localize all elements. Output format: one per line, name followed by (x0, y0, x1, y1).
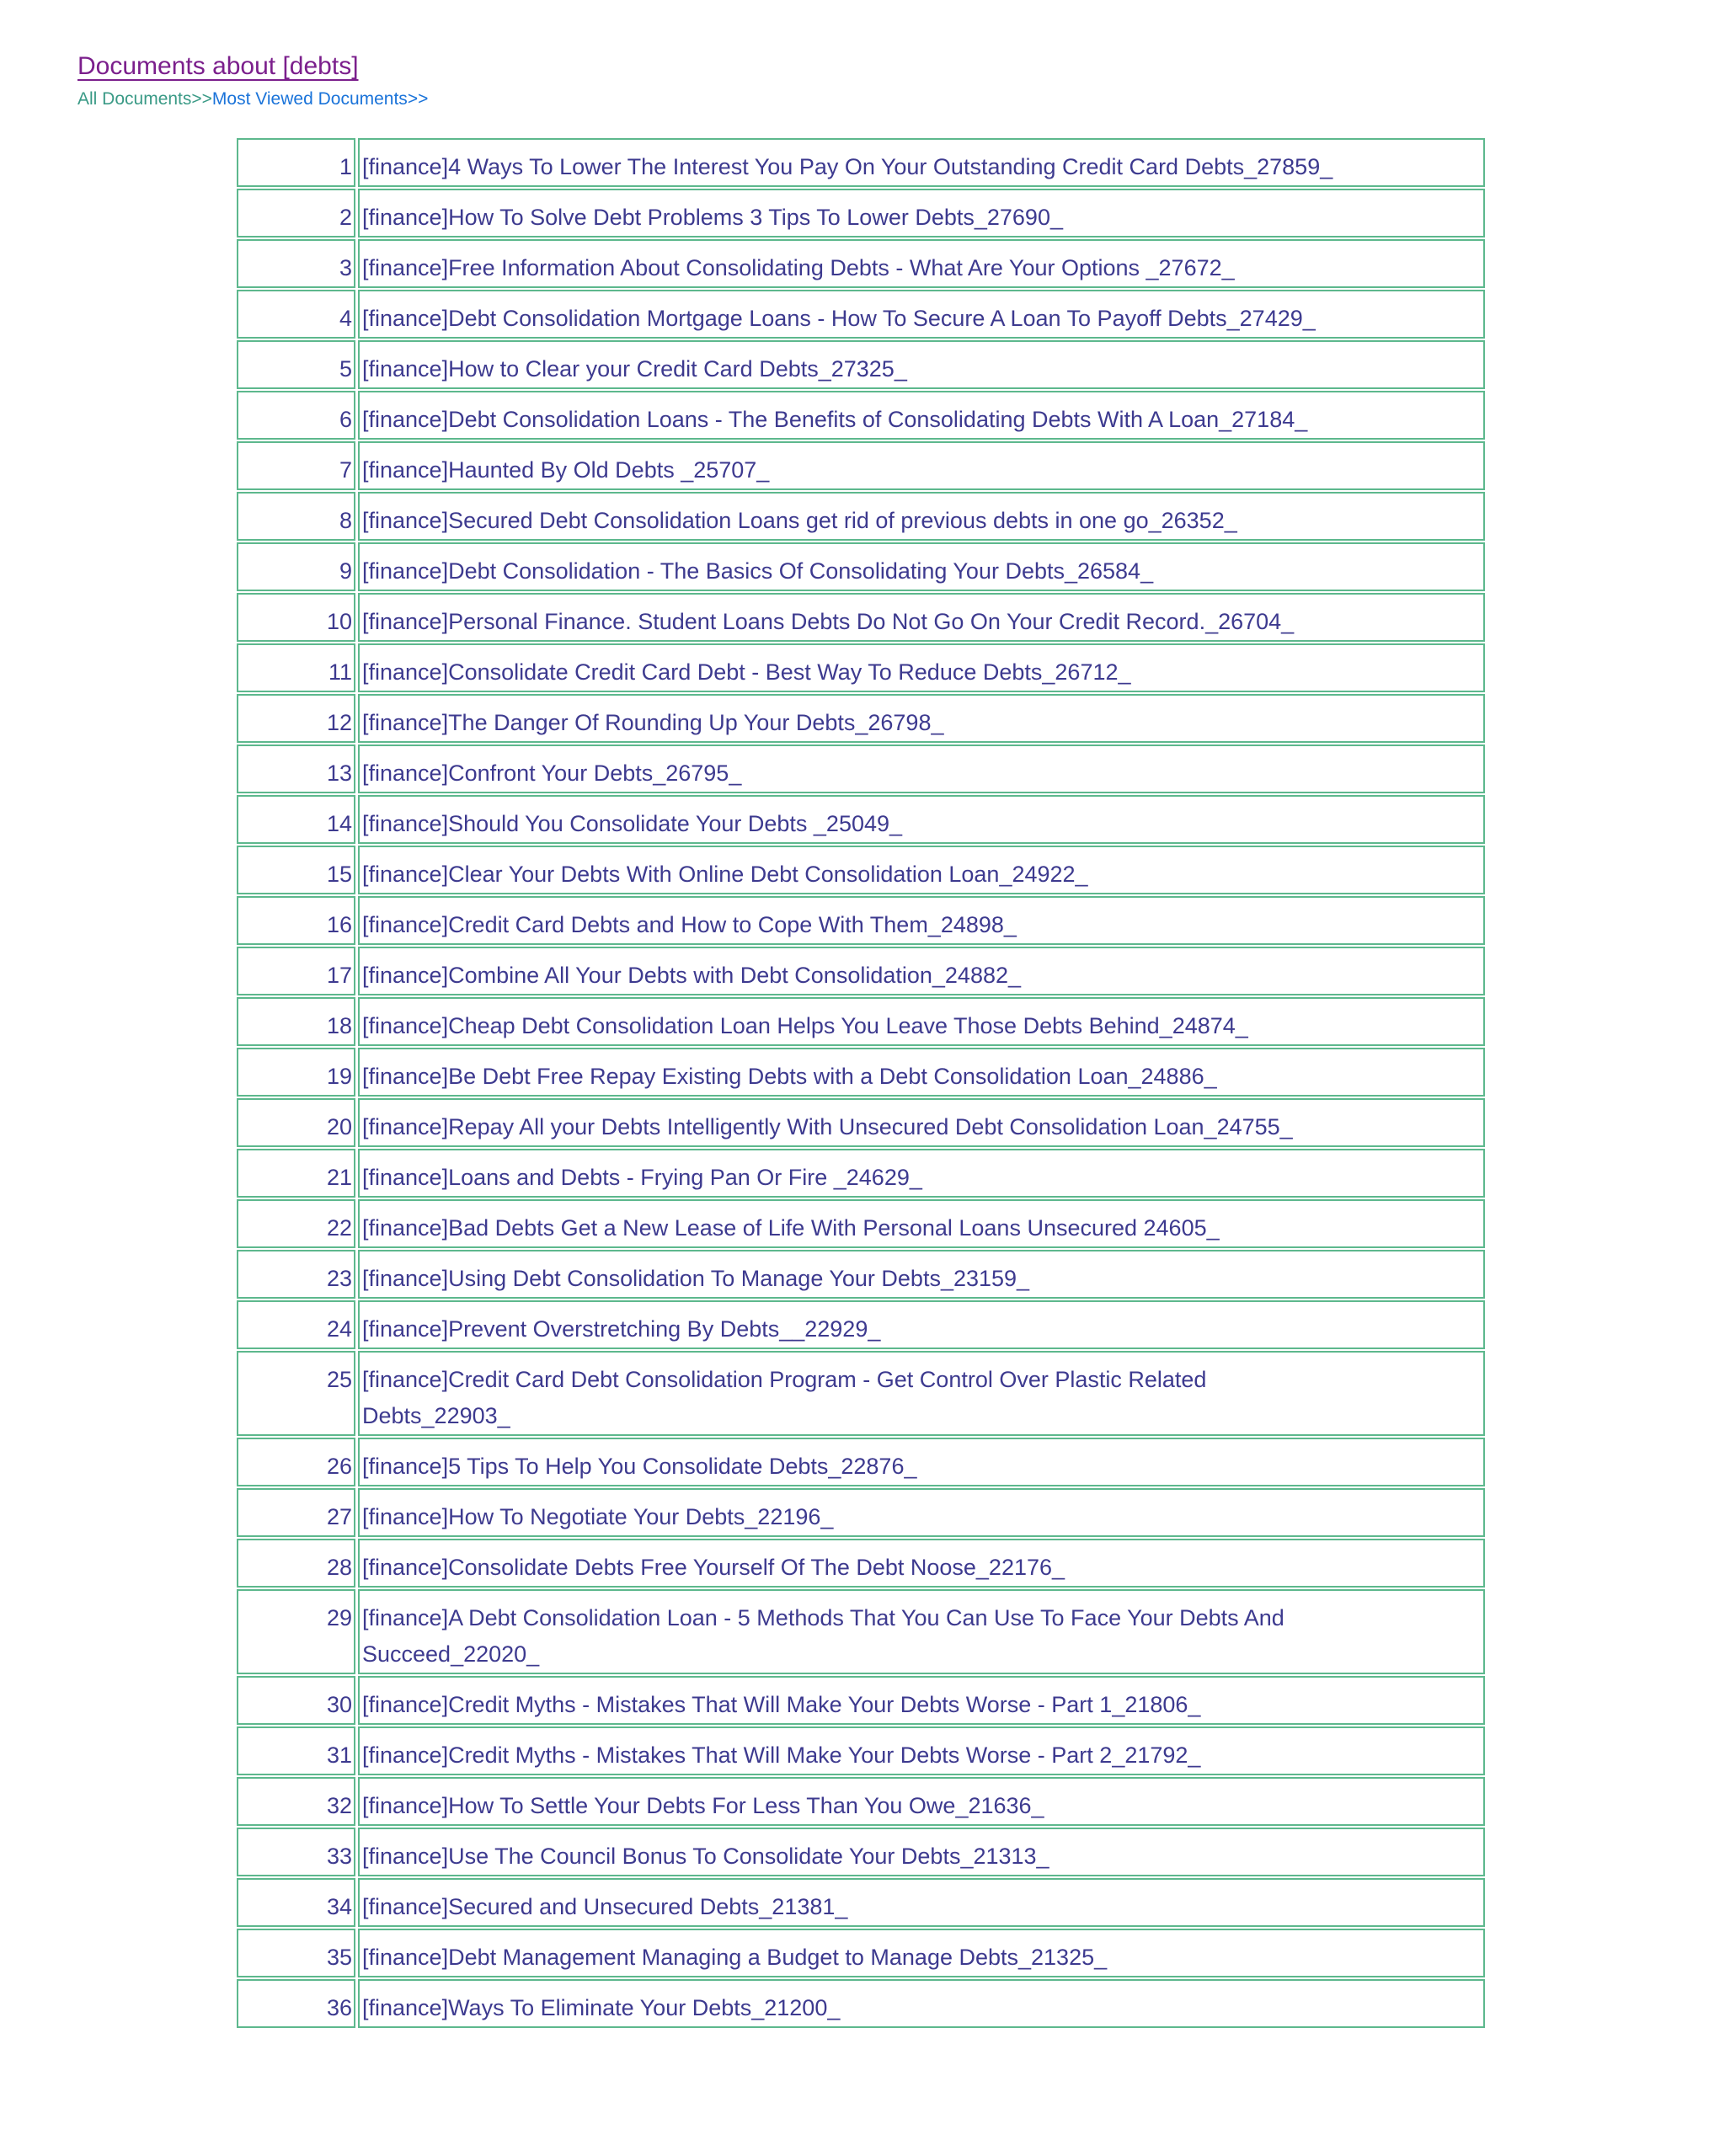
table-row (237, 1929, 1485, 1977)
document-link[interactable]: [finance]Debt Management Managing a Budget to Manage Debts_21325_ (362, 1945, 1108, 1970)
row-number-cell (237, 340, 355, 389)
document-link[interactable]: [finance]Debt Consolidation - The Basics Of Consolidating Your Debts_26584_ (362, 558, 1154, 584)
row-number-cell (237, 744, 355, 793)
table-row (237, 744, 1485, 793)
table-row (237, 542, 1485, 591)
document-title-cell (358, 1300, 1485, 1349)
document-title-cell (358, 593, 1485, 642)
table-row (237, 492, 1485, 541)
breadcrumb (77, 89, 428, 109)
document-title-cell (358, 846, 1485, 894)
table-row (237, 1726, 1485, 1775)
row-number: 16 (326, 912, 352, 937)
row-number: 2 (339, 205, 352, 230)
document-title-cell (358, 997, 1485, 1046)
document-link[interactable]: [finance]Credit Card Debt Consolidation Program - Get Control Over Plastic Related Debts_22903_ (362, 1367, 1207, 1428)
row-number: 18 (326, 1013, 352, 1038)
row-number: 15 (326, 862, 352, 887)
row-number-cell (237, 1828, 355, 1876)
document-title-cell (358, 1149, 1485, 1198)
document-title-cell (358, 138, 1485, 187)
row-number-cell (237, 138, 355, 187)
row-number-cell (237, 1979, 355, 2028)
row-number: 26 (326, 1454, 352, 1479)
table-row (237, 1488, 1485, 1537)
document-link[interactable]: [finance]How to Clear your Credit Card Debts_27325_ (362, 356, 907, 382)
table-row (237, 643, 1485, 692)
document-title-cell (358, 947, 1485, 995)
document-title-cell (358, 1828, 1485, 1876)
row-number-cell (237, 694, 355, 743)
document-title-cell (358, 1979, 1485, 2028)
document-link[interactable]: [finance]How To Negotiate Your Debts_22196_ (362, 1504, 834, 1529)
document-title-cell (358, 694, 1485, 743)
document-title-cell (358, 340, 1485, 389)
row-number-cell (237, 643, 355, 692)
row-number: 27 (326, 1504, 352, 1529)
row-number-cell (237, 1589, 355, 1674)
row-number: 24 (326, 1316, 352, 1342)
table-row (237, 1250, 1485, 1299)
document-link[interactable]: [finance]Debt Consolidation Loans - The Benefits of Consolidating Debts With A Loan_27184_ (362, 407, 1308, 432)
row-number: 29 (326, 1605, 352, 1630)
row-number-cell (237, 391, 355, 440)
row-number: 10 (326, 609, 352, 634)
document-link[interactable]: [finance]Combine All Your Debts with Debt Consolidation_24882_ (362, 963, 1022, 988)
document-title-cell (358, 1048, 1485, 1097)
row-number-cell (237, 1488, 355, 1537)
document-title-cell (358, 1777, 1485, 1826)
row-number-cell (237, 846, 355, 894)
row-number-cell (237, 1878, 355, 1927)
document-title-cell (358, 391, 1485, 440)
document-title-cell (358, 1199, 1485, 1248)
document-link[interactable]: [finance]Should You Consolidate Your Debts _25049_ (362, 811, 903, 836)
document-link[interactable]: [finance]Debt Consolidation Mortgage Loans - How To Secure A Loan To Payoff Debts_27429_ (362, 306, 1316, 331)
row-number: 13 (326, 760, 352, 786)
row-number: 35 (326, 1945, 352, 1970)
row-number-cell (237, 441, 355, 490)
table-row (237, 340, 1485, 389)
document-link[interactable]: [finance]Consolidate Credit Card Debt - Best Way To Reduce Debts_26712_ (362, 659, 1131, 685)
breadcrumb-most-viewed[interactable]: Most Viewed Documents (211, 89, 408, 109)
row-number: 1 (339, 154, 352, 179)
document-title-cell (358, 795, 1485, 844)
document-link[interactable]: [finance]Secured and Unsecured Debts_21381_ (362, 1894, 848, 1919)
document-link[interactable]: [finance]Personal Finance. Student Loans Debts Do Not Go On Your Credit Record._26704_ (362, 609, 1295, 634)
table-row (237, 1979, 1485, 2028)
table-row (237, 1098, 1485, 1147)
documents-table-body (237, 138, 1485, 2028)
table-row (237, 1878, 1485, 1927)
table-row (237, 1777, 1485, 1826)
document-link[interactable]: [finance]Credit Card Debts and How to Cope With Them_24898_ (362, 912, 1017, 937)
document-title-cell (358, 1351, 1485, 1436)
document-title-cell (358, 1929, 1485, 1977)
row-number: 30 (326, 1692, 352, 1717)
document-title-cell (358, 1098, 1485, 1147)
document-link[interactable]: [finance]Confront Your Debts_26795_ (362, 760, 742, 786)
document-link[interactable]: [finance]Repay All your Debts Intelligently With Unsecured Debt Consolidation Loan_24755_ (362, 1114, 1293, 1139)
document-link[interactable]: [finance]Credit Myths - Mistakes That Will Make Your Debts Worse - Part 2_21792_ (362, 1742, 1201, 1768)
row-number: 21 (326, 1165, 352, 1190)
row-number-cell (237, 1777, 355, 1826)
table-row (237, 1589, 1485, 1674)
table-row (237, 1048, 1485, 1097)
table-row (237, 846, 1485, 894)
document-link[interactable]: [finance]Use The Council Bonus To Consolidate Your Debts_21313_ (362, 1844, 1049, 1869)
document-title-cell (358, 239, 1485, 288)
table-row (237, 441, 1485, 490)
document-link[interactable]: [finance]Be Debt Free Repay Existing Debts with a Debt Consolidation Loan_24886_ (362, 1064, 1217, 1089)
document-link[interactable]: [finance]Free Information About Consolidating Debts - What Are Your Options _27672_ (362, 255, 1235, 280)
document-link[interactable]: [finance]Ways To Eliminate Your Debts_21200_ (362, 1995, 841, 2020)
row-number-cell (237, 1048, 355, 1097)
document-title-cell (358, 1726, 1485, 1775)
row-number: 36 (326, 1995, 352, 2020)
document-title-cell (358, 1589, 1485, 1674)
row-number-cell (237, 1351, 355, 1436)
row-number-cell (237, 896, 355, 945)
document-link[interactable]: [finance]Prevent Overstretching By Debts__22929_ (362, 1316, 881, 1342)
row-number-cell (237, 997, 355, 1046)
document-link[interactable]: [finance]How To Solve Debt Problems 3 Tips To Lower Debts_27690_ (362, 205, 1063, 230)
row-number: 33 (326, 1844, 352, 1869)
document-title-cell (358, 1878, 1485, 1927)
row-number-cell (237, 1929, 355, 1977)
row-number: 7 (339, 457, 352, 483)
row-number: 3 (339, 255, 352, 280)
table-row (237, 1300, 1485, 1349)
table-row (237, 1828, 1485, 1876)
document-title-cell (358, 189, 1485, 237)
document-link[interactable]: [finance]How To Settle Your Debts For Less Than You Owe_21636_ (362, 1793, 1044, 1818)
breadcrumb-all-documents[interactable]: All Documents (77, 89, 192, 109)
document-title-cell (358, 1250, 1485, 1299)
row-number-cell (237, 1438, 355, 1486)
documents-table (234, 136, 1487, 2030)
table-row (237, 896, 1485, 945)
table-row (237, 1351, 1485, 1436)
row-number-cell (237, 947, 355, 995)
row-number-cell (237, 542, 355, 591)
document-link[interactable]: [finance]Consolidate Debts Free Yourself Of The Debt Noose_22176_ (362, 1555, 1065, 1580)
row-number-cell (237, 1199, 355, 1248)
row-number: 9 (339, 558, 352, 584)
table-row (237, 239, 1485, 288)
document-title-cell (358, 441, 1485, 490)
document-title-cell (358, 744, 1485, 793)
row-number: 25 (326, 1367, 352, 1392)
table-row (237, 189, 1485, 237)
table-row (237, 1199, 1485, 1248)
document-link[interactable]: [finance]Credit Myths - Mistakes That Will Make Your Debts Worse - Part 1_21806_ (362, 1692, 1201, 1717)
row-number: 6 (339, 407, 352, 432)
document-link[interactable]: [finance]Bad Debts Get a New Lease of Life With Personal Loans Unsecured 24605_ (362, 1215, 1220, 1241)
row-number-cell (237, 189, 355, 237)
row-number: 4 (339, 306, 352, 331)
document-title-cell (358, 1539, 1485, 1588)
document-title-cell (358, 542, 1485, 591)
breadcrumb-separator: >> (407, 89, 429, 109)
row-number: 32 (326, 1793, 352, 1818)
row-number-cell (237, 593, 355, 642)
document-link[interactable]: [finance]Cheap Debt Consolidation Loan Helps You Leave Those Debts Behind_24874_ (362, 1013, 1248, 1038)
page-title[interactable]: Documents about [debts] (77, 52, 359, 80)
document-link[interactable]: [finance]Loans and Debts - Frying Pan Or Fire _24629_ (362, 1165, 922, 1190)
row-number-cell (237, 1250, 355, 1299)
table-row (237, 593, 1485, 642)
row-number: 11 (328, 659, 352, 685)
table-row (237, 694, 1485, 743)
row-number: 17 (326, 963, 352, 988)
document-title-cell (358, 290, 1485, 339)
row-number: 23 (326, 1266, 352, 1291)
row-number-cell (237, 290, 355, 339)
row-number-cell (237, 1726, 355, 1775)
row-number-cell (237, 1676, 355, 1725)
row-number-cell (237, 795, 355, 844)
document-link[interactable]: [finance]Clear Your Debts With Online Debt Consolidation Loan_24922_ (362, 862, 1088, 887)
document-title-cell (358, 1438, 1485, 1486)
breadcrumb-separator: >> (191, 89, 212, 109)
document-title-cell (358, 896, 1485, 945)
document-link[interactable]: [finance]A Debt Consolidation Loan - 5 Methods That You Can Use To Face Your Debts And Succeed_22020_ (362, 1605, 1284, 1667)
table-row (237, 1149, 1485, 1198)
row-number-cell (237, 492, 355, 541)
row-number: 14 (326, 811, 352, 836)
row-number: 5 (339, 356, 352, 382)
row-number-cell (237, 1300, 355, 1349)
row-number: 34 (326, 1894, 352, 1919)
table-row (237, 1676, 1485, 1725)
document-title-cell (358, 1676, 1485, 1725)
row-number: 19 (326, 1064, 352, 1089)
document-link[interactable]: [finance]4 Ways To Lower The Interest You Pay On Your Outstanding Credit Card Debts_27859_ (362, 154, 1333, 179)
document-link[interactable]: [finance]Using Debt Consolidation To Manage Your Debts_23159_ (362, 1266, 1030, 1291)
row-number-cell (237, 1539, 355, 1588)
table-row (237, 138, 1485, 187)
row-number: 8 (339, 508, 352, 533)
row-number: 22 (326, 1215, 352, 1241)
table-row (237, 290, 1485, 339)
row-number-cell (237, 1149, 355, 1198)
document-title-cell (358, 492, 1485, 541)
row-number: 20 (326, 1114, 352, 1139)
document-title-cell (358, 1488, 1485, 1537)
row-number: 28 (326, 1555, 352, 1580)
table-row (237, 1539, 1485, 1588)
document-link[interactable]: [finance]The Danger Of Rounding Up Your Debts_26798_ (362, 710, 944, 735)
table-row (237, 947, 1485, 995)
row-number-cell (237, 239, 355, 288)
row-number: 31 (326, 1742, 352, 1768)
table-row (237, 1438, 1485, 1486)
document-link[interactable]: [finance]Secured Debt Consolidation Loans get rid of previous debts in one go_26352_ (362, 508, 1237, 533)
table-row (237, 391, 1485, 440)
table-row (237, 997, 1485, 1046)
document-title-cell (358, 643, 1485, 692)
row-number: 12 (326, 710, 352, 735)
table-row (237, 795, 1485, 844)
row-number-cell (237, 1098, 355, 1147)
document-link[interactable]: [finance]5 Tips To Help You Consolidate Debts_22876_ (362, 1454, 917, 1479)
document-link[interactable]: [finance]Haunted By Old Debts _25707_ (362, 457, 770, 483)
